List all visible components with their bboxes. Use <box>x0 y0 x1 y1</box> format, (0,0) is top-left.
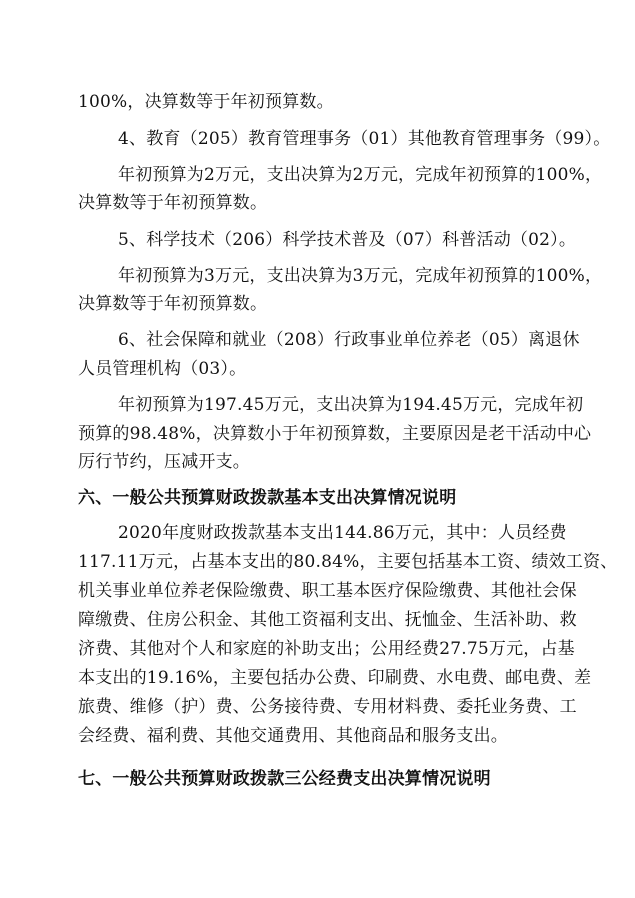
body-text-line: 厉行节约，压减开支。 <box>78 452 250 472</box>
body-text-line: 100%，决算数等于年初预算数。 <box>78 92 334 112</box>
body-text-line: 117.11万元，占基本支出的80.84%，主要包括基本工资、绩效工资、 <box>78 552 618 572</box>
body-text-line: 年初预算为2万元，支出决算为2万元，完成年初预算的100%， <box>118 165 603 185</box>
body-text-line: 决算数等于年初预算数。 <box>78 294 268 314</box>
body-text-line: 年初预算为3万元，支出决算为3万元，完成年初预算的100%， <box>118 266 603 286</box>
list-item-heading: 6、社会保障和就业（208）行政事业单位养老（05）离退休 <box>118 330 580 350</box>
body-text-line: 人员管理机构（03）。 <box>78 359 247 379</box>
body-text-line: 预算的98.48%，决算数小于年初预算数，主要原因是老干活动中心 <box>78 424 592 444</box>
body-text-line: 2020年度财政拨款基本支出144.86万元，其中：人员经费 <box>118 523 567 543</box>
body-text-line: 会经费、福利费、其他交通费用、其他商品和服务支出。 <box>78 726 508 746</box>
list-item-heading: 5、科学技术（206）科学技术普及（07）科普活动（02）。 <box>118 230 577 250</box>
section-heading-six: 六、一般公共预算财政拨款基本支出决算情况说明 <box>78 488 457 508</box>
body-text-line: 决算数等于年初预算数。 <box>78 193 268 213</box>
body-text-line: 年初预算为197.45万元，支出决算为194.45万元，完成年初 <box>118 395 584 415</box>
body-text-line: 本支出的19.16%，主要包括办公费、印刷费、水电费、邮电费、差 <box>78 668 592 688</box>
section-heading-seven: 七、一般公共预算财政拨款三公经费支出决算情况说明 <box>78 769 491 789</box>
body-text-line: 旅费、维修（护）费、公务接待费、专用材料费、委托业务费、工 <box>78 697 577 717</box>
list-item-heading: 4、教育（205）教育管理事务（01）其他教育管理事务（99）。 <box>118 129 611 149</box>
body-text-line: 障缴费、住房公积金、其他工资福利支出、抚恤金、生活补助、救 <box>78 610 577 630</box>
body-text-line: 机关事业单位养老保险缴费、职工基本医疗保险缴费、其他社会保 <box>78 581 577 601</box>
body-text-line: 济费、其他对个人和家庭的补助支出；公用经费27.75万元，占基 <box>78 639 575 659</box>
